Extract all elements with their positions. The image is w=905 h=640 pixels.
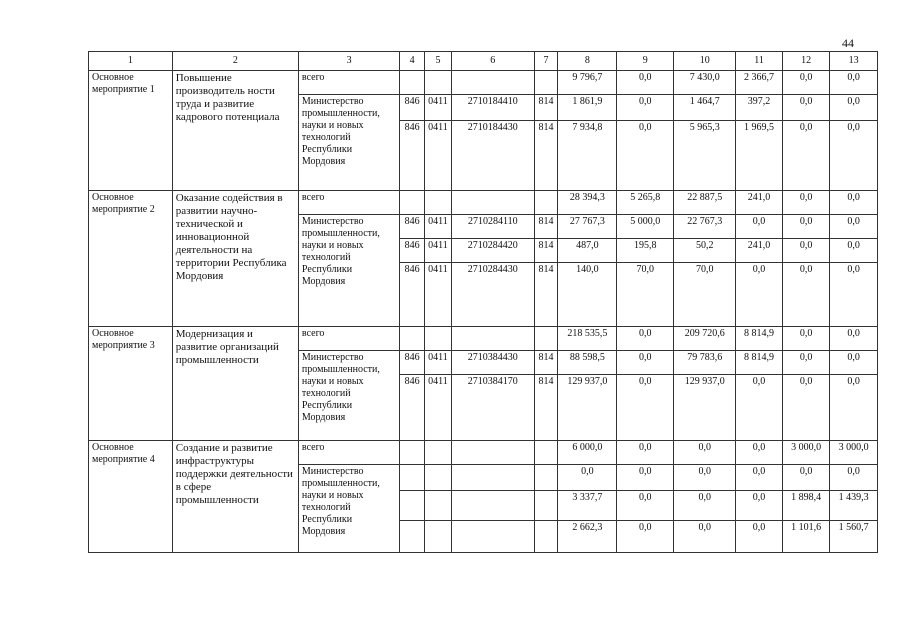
code-csr [451,491,534,521]
amount-cell: 0,0 [617,465,674,491]
code-cell [534,191,558,215]
code-rz [425,465,452,491]
amount-cell: 9 796,7 [558,71,617,95]
executor-name: Министерство промышленности, науки и новых технологий Республики Мордовия [298,351,399,441]
code-csr: 2710284420 [451,239,534,263]
total-label: всего [298,191,399,215]
amount-cell: 3 000,0 [782,441,830,465]
code-rz: 0411 [425,121,452,191]
amount-cell: 28 394,3 [558,191,617,215]
amount-cell: 7 934,8 [558,121,617,191]
amount-cell: 0,0 [617,121,674,191]
amount-cell: 0,0 [617,375,674,441]
total-label: всего [298,327,399,351]
amount-cell: 0,0 [736,441,783,465]
code-csr: 2710184430 [451,121,534,191]
amount-cell: 0,0 [830,465,878,491]
code-csr: 2710284110 [451,215,534,239]
amount-cell: 0,0 [830,95,878,121]
amount-cell: 22 887,5 [674,191,736,215]
amount-cell: 0,0 [782,191,830,215]
amount-cell: 2 366,7 [736,71,783,95]
code-csr [451,521,534,553]
amount-cell: 1 464,7 [674,95,736,121]
amount-cell: 0,0 [830,191,878,215]
amount-cell: 5 000,0 [617,215,674,239]
code-cell [534,327,558,351]
amount-cell: 70,0 [674,263,736,327]
code-rz: 0411 [425,351,452,375]
amount-cell: 3 000,0 [830,441,878,465]
header-cell: 3 [298,52,399,71]
header-cell: 13 [830,52,878,71]
code-gr: 846 [400,263,425,327]
code-cell [451,71,534,95]
code-rz: 0411 [425,263,452,327]
header-cell: 9 [617,52,674,71]
amount-cell: 8 814,9 [736,351,783,375]
code-vr: 814 [534,239,558,263]
code-cell [451,327,534,351]
code-gr [400,465,425,491]
code-gr: 846 [400,351,425,375]
code-cell [451,191,534,215]
amount-cell: 241,0 [736,191,783,215]
measure-title: Создание и развитие инфраструктуры поддержки деятельности в сфере промышленности [172,441,298,553]
code-vr: 814 [534,121,558,191]
amount-cell: 0,0 [674,491,736,521]
measure-title: Модернизация и развитие организаций промышленности [172,327,298,441]
amount-cell: 487,0 [558,239,617,263]
code-gr: 846 [400,239,425,263]
amount-cell: 0,0 [830,239,878,263]
amount-cell: 0,0 [830,263,878,327]
amount-cell: 27 767,3 [558,215,617,239]
header-cell: 12 [782,52,830,71]
amount-cell: 0,0 [674,441,736,465]
code-vr: 814 [534,375,558,441]
code-vr [534,521,558,553]
code-csr: 2710384170 [451,375,534,441]
amount-cell: 1 969,5 [736,121,783,191]
amount-cell: 88 598,5 [558,351,617,375]
amount-cell: 2 662,3 [558,521,617,553]
code-csr [451,465,534,491]
amount-cell: 129 937,0 [558,375,617,441]
amount-cell: 0,0 [830,215,878,239]
code-rz: 0411 [425,215,452,239]
code-rz [425,491,452,521]
section-total-row [89,71,878,95]
amount-cell: 0,0 [782,263,830,327]
page-number: 44 [842,36,854,50]
amount-cell: 0,0 [617,351,674,375]
measure-title: Повышение производитель ности труда и развитие кадрового потенциала [172,71,298,191]
amount-cell: 50,2 [674,239,736,263]
amount-cell: 0,0 [617,327,674,351]
amount-cell: 0,0 [782,215,830,239]
code-cell [400,71,425,95]
amount-cell: 0,0 [830,121,878,191]
section-total-row [89,327,878,351]
code-vr [534,491,558,521]
code-csr: 2710184410 [451,95,534,121]
amount-cell: 0,0 [830,351,878,375]
amount-cell: 1 861,9 [558,95,617,121]
amount-cell: 1 101,6 [782,521,830,553]
header-cell: 4 [400,52,425,71]
code-cell [400,441,425,465]
amount-cell: 0,0 [674,465,736,491]
amount-cell: 0,0 [782,239,830,263]
header-cell: 5 [425,52,452,71]
header-cell: 6 [451,52,534,71]
amount-cell: 0,0 [736,491,783,521]
header-cell: 7 [534,52,558,71]
code-cell [425,191,452,215]
code-gr: 846 [400,215,425,239]
header-row [89,52,878,71]
amount-cell: 129 937,0 [674,375,736,441]
amount-cell: 6 000,0 [558,441,617,465]
amount-cell: 0,0 [617,441,674,465]
code-cell [425,327,452,351]
amount-cell: 0,0 [736,465,783,491]
amount-cell: 0,0 [617,521,674,553]
code-cell [534,441,558,465]
amount-cell: 79 783,6 [674,351,736,375]
header-cell: 10 [674,52,736,71]
code-vr [534,465,558,491]
code-csr: 2710284430 [451,263,534,327]
code-rz: 0411 [425,239,452,263]
amount-cell: 0,0 [736,521,783,553]
amount-cell: 0,0 [617,491,674,521]
total-label: всего [298,441,399,465]
measure-number: Основное мероприятие 3 [89,327,173,441]
header-cell: 2 [172,52,298,71]
amount-cell: 0,0 [782,71,830,95]
code-cell [451,441,534,465]
header-cell: 1 [89,52,173,71]
amount-cell: 209 720,6 [674,327,736,351]
measure-number: Основное мероприятие 1 [89,71,173,191]
code-gr: 846 [400,375,425,441]
code-cell [425,441,452,465]
code-gr [400,491,425,521]
code-rz: 0411 [425,375,452,441]
amount-cell: 22 767,3 [674,215,736,239]
total-label: всего [298,71,399,95]
amount-cell: 0,0 [830,375,878,441]
amount-cell: 0,0 [558,465,617,491]
amount-cell: 0,0 [830,71,878,95]
amount-cell: 195,8 [617,239,674,263]
amount-cell: 0,0 [782,95,830,121]
executor-name: Министерство промышленности, науки и новых технологий Республики Мордовия [298,215,399,327]
header-cell: 8 [558,52,617,71]
budget-table [88,51,878,553]
section-total-row [89,191,878,215]
amount-cell: 1 439,3 [830,491,878,521]
table-body [89,52,878,553]
amount-cell: 0,0 [782,351,830,375]
amount-cell: 0,0 [830,327,878,351]
code-gr [400,521,425,553]
amount-cell: 3 337,7 [558,491,617,521]
amount-cell: 0,0 [617,71,674,95]
amount-cell: 0,0 [782,465,830,491]
measure-title: Оказание содействия в развитии научно-технической и инновационной деятельности на территории Республика Мордовия [172,191,298,327]
measure-number: Основное мероприятие 2 [89,191,173,327]
code-cell [400,327,425,351]
code-vr: 814 [534,263,558,327]
amount-cell: 1 560,7 [830,521,878,553]
amount-cell: 7 430,0 [674,71,736,95]
code-rz [425,521,452,553]
code-cell [425,71,452,95]
code-vr: 814 [534,351,558,375]
header-cell: 11 [736,52,783,71]
amount-cell: 0,0 [782,121,830,191]
amount-cell: 0,0 [736,375,783,441]
amount-cell: 5 965,3 [674,121,736,191]
executor-name: Министерство промышленности, науки и новых технологий Республики Мордовия [298,95,399,191]
code-gr: 846 [400,95,425,121]
amount-cell: 0,0 [674,521,736,553]
amount-cell: 397,2 [736,95,783,121]
code-cell [534,71,558,95]
amount-cell: 8 814,9 [736,327,783,351]
measure-number: Основное мероприятие 4 [89,441,173,553]
amount-cell: 5 265,8 [617,191,674,215]
amount-cell: 70,0 [617,263,674,327]
code-vr: 814 [534,215,558,239]
code-rz: 0411 [425,95,452,121]
amount-cell: 218 535,5 [558,327,617,351]
code-cell [400,191,425,215]
amount-cell: 241,0 [736,239,783,263]
amount-cell: 0,0 [782,375,830,441]
amount-cell: 0,0 [736,215,783,239]
amount-cell: 140,0 [558,263,617,327]
section-total-row [89,441,878,465]
executor-name: Министерство промышленности, науки и новых технологий Республики Мордовия [298,465,399,553]
amount-cell: 0,0 [617,95,674,121]
amount-cell: 0,0 [782,327,830,351]
code-gr: 846 [400,121,425,191]
code-vr: 814 [534,95,558,121]
code-csr: 2710384430 [451,351,534,375]
amount-cell: 0,0 [736,263,783,327]
amount-cell: 1 898,4 [782,491,830,521]
